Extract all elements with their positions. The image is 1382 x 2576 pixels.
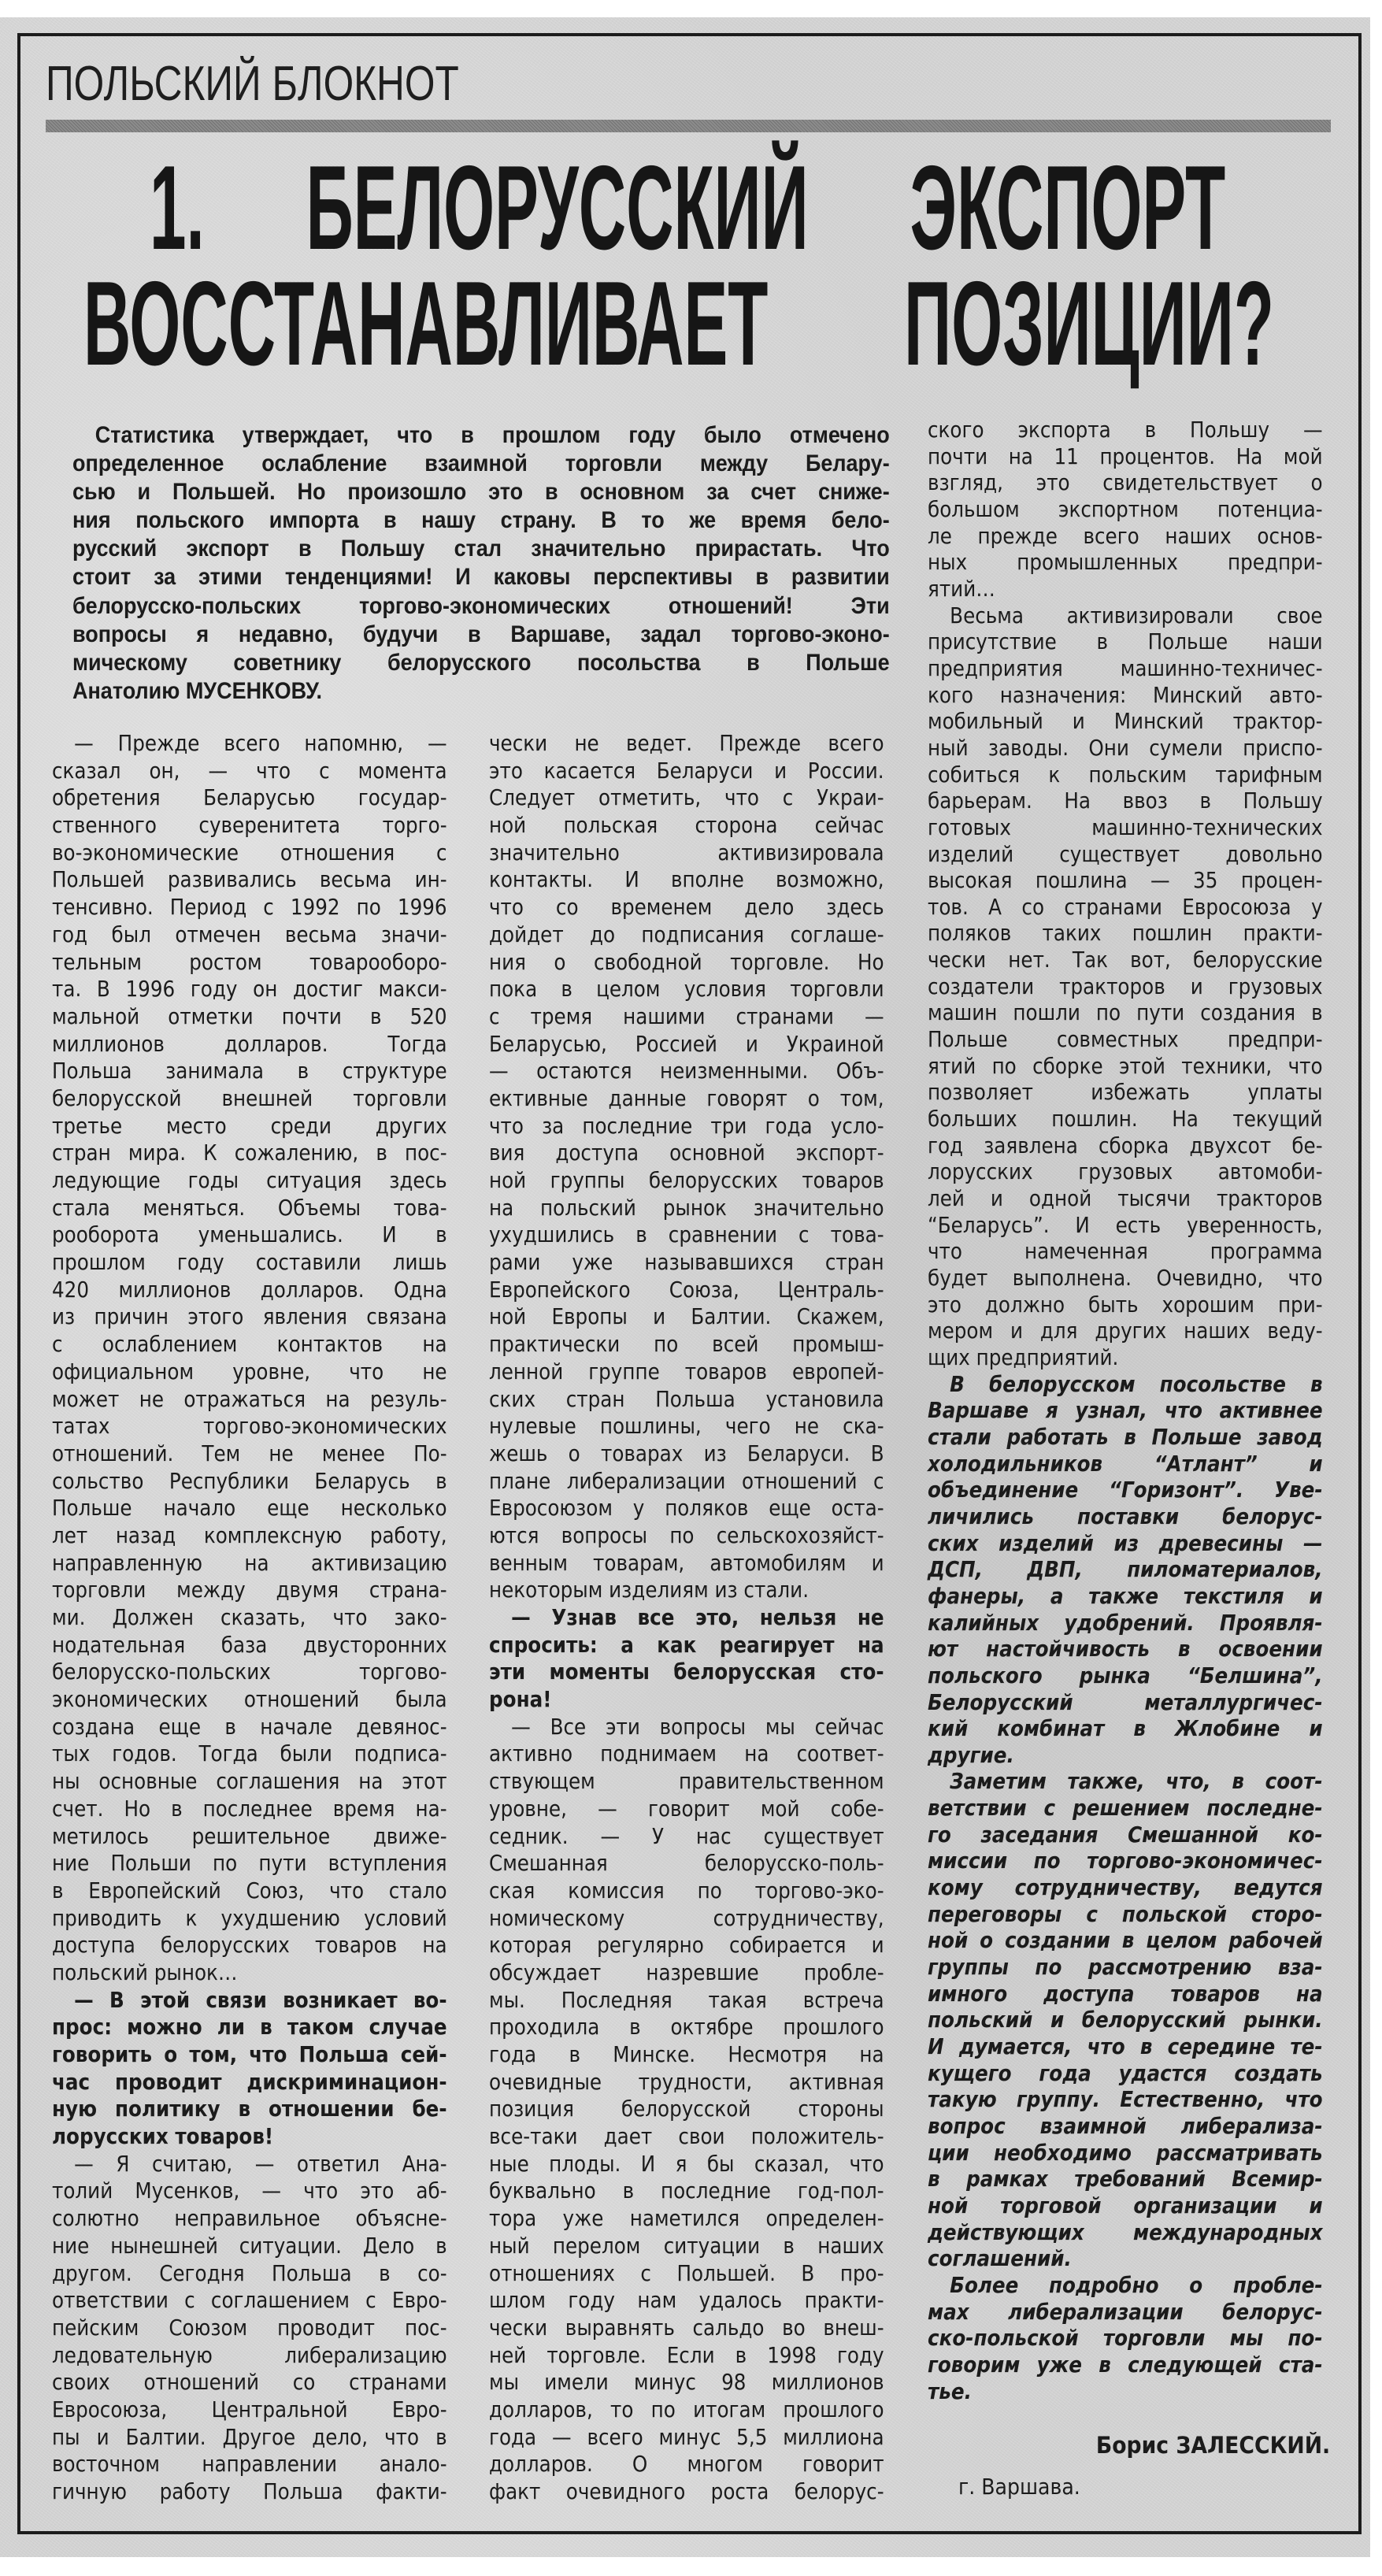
text-line: барьерам. На ввоз в Польшу	[928, 788, 1323, 814]
lead-line: сью и Польшей. Но произошло это в основном за счет сниже-	[72, 479, 890, 506]
text-line: активно поднимаем на соответ-	[489, 1740, 884, 1767]
text-line: ней торговле. Если в 1998 году	[489, 2341, 884, 2368]
text-line: направленную на активизацию	[52, 1549, 447, 1576]
text-line: го заседания Смешанной ко-	[928, 1821, 1323, 1848]
headline-line-1	[150, 141, 1226, 275]
text-line: года — всего минус 5,5 миллиона	[489, 2423, 884, 2450]
section-label: ПОЛЬСКИЙ БЛОКНОТ	[46, 57, 459, 111]
text-line: ной польская сторона сейчас	[489, 812, 884, 839]
text-line: высокая пошлина — 35 процен-	[928, 867, 1323, 894]
text-line: ствующем правительственном	[489, 1768, 884, 1795]
lead-line: определенное ослабление взаимной торговли между Белару-	[72, 450, 890, 477]
text-line: 420 миллионов долларов. Одна	[52, 1276, 447, 1303]
text-line: долларов. О многом говорит	[489, 2451, 884, 2478]
text-line: мальной отметки почти в 520	[52, 1003, 447, 1029]
text-line: фанеры, а также текстиля и	[928, 1582, 1323, 1609]
text-line: создатели тракторов и грузовых	[928, 973, 1323, 999]
text-line: тора уже наметился определен-	[489, 2205, 884, 2232]
text-line: официальном уровне, что не	[52, 1358, 447, 1384]
text-line: стали работать в Польше завод	[928, 1423, 1323, 1450]
text-line: холодильников “Атлант” и	[928, 1450, 1323, 1477]
text-line: — Все эти вопросы мы сейчас	[511, 1713, 884, 1740]
text-line: пейским Союзом проводит пос-	[52, 2314, 447, 2341]
text-line: контакты. И вполне возможно,	[489, 866, 884, 893]
text-line: очевидные трудности, активная	[489, 2068, 884, 2095]
text-line: Беларусью, Россией и Украиной	[489, 1030, 884, 1057]
lead-line: стоит за этими тенденциями! И каковы перспективы в развитии	[72, 564, 890, 591]
text-line: венным товарам, автомобилям и	[489, 1549, 884, 1576]
text-line: все-таки дает свои положитель-	[489, 2123, 884, 2150]
text-line: с тремя нашими странами —	[489, 1003, 884, 1029]
text-line: говорить о том, что Польша сей-	[52, 2041, 447, 2067]
text-line: пы и Балтии. Другое дело, что в	[52, 2423, 447, 2450]
text-line: на польский рынок значительно	[489, 1194, 884, 1221]
text-line: ной о создании в целом рабочей	[928, 1927, 1323, 1954]
text-line: кущего года удастся создать	[928, 2059, 1323, 2086]
text-line: говорим уже в следующей ста-	[928, 2351, 1323, 2378]
text-line: ских стран Польша установила	[489, 1385, 884, 1412]
text-line: пока в целом условия торговли	[489, 976, 884, 1003]
text-line: польский и белорусский рынки.	[928, 2007, 1323, 2033]
text-line: ветствии с решением последне-	[928, 1795, 1323, 1822]
text-line: ле прежде всего наших основ-	[928, 522, 1323, 549]
lead-line: Статистика утверждает, что в прошлом году было отмечено	[94, 422, 890, 448]
text-line: это должно быть хорошим при-	[928, 1291, 1323, 1318]
text-line: в рамках требований Всемир-	[928, 2166, 1323, 2192]
text-line: ции необходимо рассматривать	[928, 2139, 1323, 2166]
text-line: прошлом году составили лишь	[52, 1249, 447, 1276]
paragraph	[52, 730, 447, 1987]
text-line: ны основные соглашения на этот	[52, 1768, 447, 1795]
text-line: нодательная база двусторонних	[52, 1631, 447, 1658]
paragraph	[489, 1714, 884, 2506]
text-line: ледовательную либерализацию	[52, 2341, 447, 2368]
column-body	[52, 730, 447, 2506]
text-line: Белорусский металлургичес-	[928, 1688, 1323, 1715]
text-line: ственного суверенитета торго-	[52, 812, 447, 839]
text-line: ответствии с соглашением с Евро-	[52, 2287, 447, 2314]
text-line: некоторым изделиям из стали.	[489, 1577, 810, 1603]
text-line: ют настойчивость в освоении	[928, 1636, 1323, 1662]
text-line: чески выравнять сальдо во внеш-	[489, 2314, 884, 2341]
text-line: Смешанная белорусско-поль-	[489, 1850, 884, 1877]
text-line: Следует отметить, что с Украи-	[489, 784, 884, 811]
column-body	[489, 730, 884, 2506]
text-line: Европейского Союза, Централь-	[489, 1276, 884, 1303]
text-line: польского рынка “Белшина”,	[928, 1662, 1323, 1688]
text-line: доступа белорусских товаров на	[52, 1932, 447, 1959]
text-line: приводить к ухудшению условий	[52, 1904, 447, 1931]
column-2	[489, 730, 884, 2506]
column-3	[928, 417, 1323, 2404]
text-line: ния о свободной торговле. Но	[489, 948, 884, 975]
text-line: присутствие в Польше наши	[928, 628, 1323, 655]
text-line: мером и для других наших веду-	[928, 1318, 1323, 1344]
text-line: ной торговой организации и	[928, 2192, 1323, 2218]
text-line: эти моменты белорусская сто-	[489, 1659, 884, 1685]
text-line: год заявлена сборка двухсот бе-	[928, 1132, 1323, 1158]
text-line: щих предприятий.	[928, 1344, 1119, 1370]
text-line: соглашений.	[928, 2245, 1072, 2272]
text-line: солютно неправильное объясне-	[52, 2205, 447, 2232]
text-line: ние нынешней ситуации. Дело в	[52, 2232, 447, 2259]
text-line: во-экономические отношения с	[52, 839, 447, 865]
text-line: чески нет. Так вот, белорусские	[928, 947, 1323, 973]
paragraph	[489, 730, 884, 1604]
column-body	[928, 417, 1323, 2404]
text-line: ятий по сборке этой техники, что	[928, 1052, 1323, 1079]
text-line: белорусско-польских торгово-	[52, 1659, 447, 1685]
text-line: В белорусском посольстве в	[950, 1370, 1323, 1397]
paragraph	[52, 2151, 447, 2506]
text-line: ского экспорта в Польшу —	[928, 417, 1323, 443]
text-line: счет. Но в последнее время на-	[52, 1795, 447, 1822]
text-line: тельным ростом товарооборо-	[52, 948, 447, 975]
text-line: что за последние три года усло-	[489, 1112, 884, 1139]
text-line: объединение “Горизонт”. Уве-	[928, 1477, 1323, 1503]
byline-author: Борис ЗАЛЕССКИЙ.	[1095, 2432, 1330, 2459]
text-line: Более подробно о пробле-	[950, 2271, 1323, 2298]
headline-text: ВОССТАНАВЛИВАЕТ ПОЗИЦИИ?	[83, 257, 1274, 391]
question-paragraph	[489, 1604, 884, 1714]
text-line: лорусских товаров!	[52, 2123, 274, 2150]
text-line: сольство Республики Беларусь в	[52, 1467, 447, 1494]
text-line: отношениях с Польшей. В про-	[489, 2259, 884, 2286]
lead-line: Анатолию МУСЕНКОВУ.	[72, 677, 322, 704]
text-line: И думается, что в середине те-	[928, 2033, 1323, 2060]
text-line: года в Минске. Несмотря на	[489, 2041, 884, 2067]
text-line: создана еще в начале девянос-	[52, 1713, 447, 1740]
text-line: позволяет избежать уплаты	[928, 1079, 1323, 1106]
text-line: ную политику в отношении бе-	[52, 2096, 447, 2122]
text-line: имного доступа товаров на	[928, 1980, 1323, 2007]
text-line: миссии по торгово-экономичес-	[928, 1848, 1323, 1874]
text-line: ный заводы. Они сумели приспо-	[928, 734, 1323, 761]
text-line: Заметим также, что, в соот-	[950, 1768, 1323, 1795]
text-line: тье.	[928, 2378, 972, 2404]
text-line: ятий…	[928, 575, 995, 602]
text-line: это касается Беларуси и России.	[489, 757, 884, 784]
text-line: — остаются неизменными. Объ-	[489, 1058, 884, 1084]
text-line: ских изделий из древесины —	[928, 1529, 1323, 1556]
text-line: что со временем дело здесь	[489, 894, 884, 921]
text-line: ленной группе товаров европей-	[489, 1358, 884, 1384]
text-line: изделий существует довольно	[928, 840, 1323, 867]
text-line: татах торгово-экономических	[52, 1413, 447, 1440]
text-line: мобильный и Минский трактор-	[928, 708, 1323, 735]
text-line: отношений. Тем не менее По-	[52, 1440, 447, 1466]
text-line: гичную работу Польша факти-	[52, 2478, 447, 2504]
text-line: что намеченная программа	[928, 1238, 1323, 1265]
emphasis-paragraph	[928, 1768, 1323, 2271]
text-line: группы по рассмотрению вза-	[928, 1954, 1323, 1981]
text-line: взгляд, это свидетельствует о	[928, 469, 1323, 496]
text-line: лей и одной тысячи тракторов	[928, 1185, 1323, 1212]
text-line: номическому сотрудничеству,	[489, 1904, 884, 1931]
text-line: поляков таких пошлин практи-	[928, 920, 1323, 947]
text-line: ективные данные говорят о том,	[489, 1084, 884, 1111]
lead-line: белорусско-польских торгово-экономических отношений! Эти	[72, 592, 890, 619]
text-line: — В этой связи возникает во-	[74, 1986, 447, 2013]
text-line: третье место среди других	[52, 1112, 447, 1139]
section-rule-bar	[46, 120, 1331, 132]
text-line: ются вопросы по сельскохозяйст-	[489, 1522, 884, 1548]
text-line: позиция белорусской стороны	[489, 2096, 884, 2122]
paragraph	[928, 602, 1323, 1371]
text-line: жешь о товарах из Беларуси. В	[489, 1440, 884, 1466]
text-line: в Европейский Союз, что стало	[52, 1877, 447, 1903]
text-line: мы имели минус 98 миллионов	[489, 2369, 884, 2396]
text-line: седник. — У нас существует	[489, 1822, 884, 1849]
lead-line: мическому советнику белорусского посольства в Польше	[72, 649, 890, 676]
text-line: Польша занимала в структуре	[52, 1058, 447, 1084]
text-line: рона!	[489, 1686, 552, 1713]
text-line: тенсивно. Период с 1992 по 1996	[52, 894, 447, 921]
text-line: кого назначения: Минский авто-	[928, 681, 1323, 708]
text-line: плане либерализации отношений с	[489, 1467, 884, 1494]
text-line: другие.	[928, 1741, 1014, 1768]
emphasis-paragraph	[928, 2272, 1323, 2404]
text-line: ская комиссия по торгово-эко-	[489, 1877, 884, 1903]
text-line: та. В 1996 году он достиг макси-	[52, 976, 447, 1003]
emphasis-paragraph	[928, 1371, 1323, 1769]
lead-line: ния польского импорта в нашу страну. В то же время бело-	[72, 507, 890, 534]
text-line: восточном направлении анало-	[52, 2451, 447, 2478]
text-line: буквально в последние год-пол-	[489, 2178, 884, 2204]
text-line: вия доступа основной экспорт-	[489, 1140, 884, 1166]
text-line: толий Мусенков, — что это аб-	[52, 2178, 447, 2204]
text-line: Польше начало еще несколько	[52, 1495, 447, 1522]
text-line: проходила в октябре прошлого	[489, 2014, 884, 2040]
text-line: Евросоюзом у поляков еще оста-	[489, 1495, 884, 1522]
text-line: метилось решительное движе-	[52, 1822, 447, 1849]
text-line: обретения Беларусью государ-	[52, 784, 447, 811]
headline-text: 1. БЕЛОРУССКИЙ ЭКСПОРТ	[150, 141, 1226, 275]
lead-line: русский экспорт в Польшу стал значительно прирастать. Что	[72, 536, 890, 562]
text-line: нулевые пошлины, чего не ска-	[489, 1413, 884, 1440]
text-line: готовых машинно-технических	[928, 814, 1323, 840]
text-line: с ослаблением контактов на	[52, 1331, 447, 1358]
text-line: предприятия машинно-техничес-	[928, 654, 1323, 681]
text-line: дойдет до подписания соглаше-	[489, 921, 884, 947]
text-line: белорусской внешней торговли	[52, 1084, 447, 1111]
text-line: кий комбинат в Жлобине и	[928, 1715, 1323, 1742]
text-line: Весьма активизировали свое	[950, 602, 1323, 628]
text-line: мы. Последняя такая встреча	[489, 1986, 884, 2013]
text-line: спросить: а как реагирует на	[489, 1631, 884, 1658]
paragraph	[928, 417, 1323, 602]
text-line: ной группы белорусских товаров	[489, 1167, 884, 1193]
text-line: Польше совместных предпри-	[928, 1026, 1323, 1053]
text-line: — Прежде всего напомню, —	[74, 730, 447, 756]
text-line: чески не ведет. Прежде всего	[489, 730, 884, 756]
column-1	[52, 730, 447, 2506]
text-line: такую группу. Естественно, что	[928, 2086, 1323, 2113]
text-line: из причин этого явления связана	[52, 1303, 447, 1330]
text-line: факт очевидного роста белорус-	[489, 2478, 884, 2504]
text-line: ние Польши по пути вступления	[52, 1850, 447, 1877]
text-line: своих отношений со странами	[52, 2369, 447, 2396]
text-line: ные плоды. И я бы сказал, что	[489, 2150, 884, 2177]
text-line: час проводит дискриминацион-	[52, 2068, 447, 2095]
headline-line-2	[83, 257, 1274, 391]
text-line: год был отмечен весьма значи-	[52, 921, 447, 947]
text-line: будет выполнена. Очевидно, что	[928, 1265, 1323, 1291]
text-line: Евросоюза, Центральной Евро-	[52, 2396, 447, 2422]
text-line: Польшей развивались весьма ин-	[52, 866, 447, 893]
text-line: ми. Должен сказать, что зако-	[52, 1604, 447, 1630]
text-line: почти на 11 процентов. На мой	[928, 443, 1323, 469]
text-line: шлом году нам удалось практи-	[489, 2287, 884, 2314]
text-line: мах либерализации белорус-	[928, 2298, 1323, 2325]
text-line: “Беларусь”. И есть уверенность,	[928, 1211, 1323, 1238]
text-line: рооборота уменьшались. И в	[52, 1221, 447, 1248]
text-line: больших пошлин. На текущий	[928, 1106, 1323, 1132]
text-line: ледующие годы ситуация здесь	[52, 1167, 447, 1193]
text-line: переговоры с польской сторо-	[928, 1900, 1323, 1927]
text-line: тов. А со странами Евросоюза у	[928, 893, 1323, 920]
question-paragraph	[52, 1987, 447, 2151]
text-line: лет назад комплексную работу,	[52, 1522, 447, 1548]
text-line: действующих международных	[928, 2218, 1323, 2245]
text-line: кому сотрудничеству, ведутся	[928, 1874, 1323, 1901]
text-line: ско-польской торговли мы по-	[928, 2325, 1323, 2352]
lead-paragraph	[72, 421, 890, 706]
text-line: которая регулярно собирается и	[489, 1932, 884, 1959]
lead-line: вопросы я недавно, будучи в Варшаве, задал торгово-эконо-	[72, 621, 890, 647]
text-line: стала меняться. Объемы това-	[52, 1194, 447, 1221]
text-line: ухудшились в сравнении с това-	[489, 1221, 884, 1248]
lead-text	[72, 421, 890, 706]
text-line: вопрос взаимной либерализа-	[928, 2113, 1323, 2139]
text-line: другом. Сегодня Польша в со-	[52, 2259, 447, 2286]
text-line: — Я считаю, — ответил Ана-	[74, 2150, 447, 2177]
text-line: собиться к польским тарифным	[928, 761, 1323, 788]
text-line: рами уже называвшихся стран	[489, 1249, 884, 1276]
text-line: Варшаве я узнал, что активнее	[928, 1397, 1323, 1424]
text-line: прос: можно ли в таком случае	[52, 2014, 447, 2040]
text-line: обсуждает назревшие пробле-	[489, 1959, 884, 1985]
text-line: калийных удобрений. Проявля-	[928, 1609, 1323, 1636]
text-line: практически по всей промыш-	[489, 1331, 884, 1358]
text-line: ДСП, ДВП, пиломатериалов,	[928, 1556, 1323, 1583]
text-line: экономических отношений была	[52, 1686, 447, 1713]
text-line: уровне, — говорит мой собе-	[489, 1795, 884, 1822]
text-line: значительно активизировала	[489, 839, 884, 865]
text-line: сказал он, — что с момента	[52, 757, 447, 784]
text-line: долларов, то по итогам прошлого	[489, 2396, 884, 2422]
text-line: миллионов долларов. Тогда	[52, 1030, 447, 1057]
text-line: — Узнав все это, нельзя не	[511, 1604, 884, 1630]
text-line: тых годов. Тогда были подписа-	[52, 1740, 447, 1767]
text-line: польский рынок…	[52, 1959, 238, 1985]
text-line: машин пошли по пути создания в	[928, 999, 1323, 1026]
text-line: торговли между двумя страна-	[52, 1577, 447, 1603]
text-line: может не отражаться на резуль-	[52, 1385, 447, 1412]
text-line: ных промышленных предпри-	[928, 549, 1323, 576]
text-line: ной Европы и Балтии. Скажем,	[489, 1303, 884, 1330]
text-line: большом экспортном потенциа-	[928, 495, 1323, 522]
byline-location: г. Варшава.	[958, 2474, 1080, 2500]
text-line: личились поставки белорус-	[928, 1503, 1323, 1529]
text-line: стран мира. К сожалению, в пос-	[52, 1140, 447, 1166]
text-line: лорусских грузовых автомоби-	[928, 1158, 1323, 1185]
text-line: ный перелом ситуации в наших	[489, 2232, 884, 2259]
